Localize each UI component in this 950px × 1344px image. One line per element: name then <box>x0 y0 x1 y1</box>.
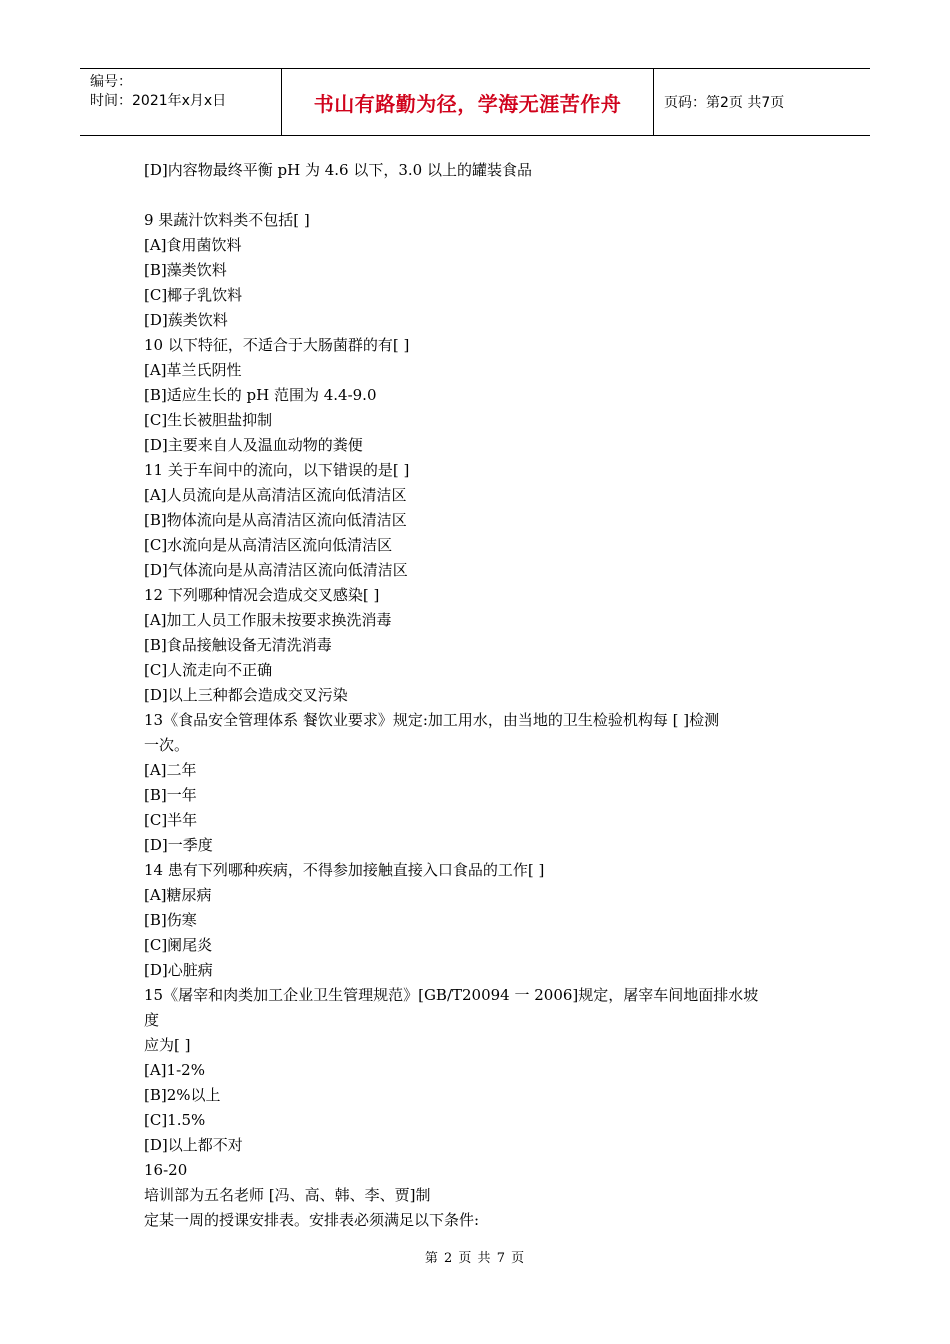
text-line: [C]椰子乳饮料 <box>144 286 243 304</box>
text-line: [A]1-2% <box>144 1061 205 1079</box>
text-line: 培训部为五名老师 [冯、高、韩、李、贾]制 <box>144 1186 431 1204</box>
text-line: 10 以下特征，不适合于大肠菌群的有[ ] <box>144 336 410 354</box>
text-line: 11 关于车间中的流向，以下错误的是[ ] <box>144 461 410 479</box>
text-line: [D]以上三种都会造成交叉污染 <box>144 686 348 704</box>
text-line: [C]阑尾炎 <box>144 936 213 954</box>
text-line: [C]1.5% <box>144 1111 206 1129</box>
text-line: 12 下列哪种情况会造成交叉感染[ ] <box>144 586 380 604</box>
text-line: 度 <box>144 1011 160 1029</box>
text-line: [B]物体流向是从高清洁区流向低清洁区 <box>144 511 407 529</box>
text-line: 一次。 <box>144 736 190 754</box>
text-line: [D]气体流向是从高清洁区流向低清洁区 <box>144 561 408 579</box>
text-line: [A]二年 <box>144 761 197 779</box>
text-line: 15《屠宰和肉类加工企业卫生管理规范》[GB/T20094 一 2006]规定，屠宰车间地面排水坡 <box>144 986 759 1004</box>
page-footer: 第 2 页 共 7 页 <box>424 1251 526 1266</box>
text-line: [A]加工人员工作服未按要求换洗消毒 <box>144 611 392 629</box>
document-body <box>144 158 814 1233</box>
text-line: [B]2%以上 <box>144 1086 221 1104</box>
text-line: [B]藻类饮料 <box>144 261 227 279</box>
page-header <box>80 68 870 136</box>
text-line: 16-20 <box>144 1161 188 1179</box>
text-line: [B]一年 <box>144 786 197 804</box>
text-line: [A]食用菌饮料 <box>144 236 242 254</box>
text-line: [C]生长被胆盐抑制 <box>144 411 273 429</box>
text-line: [A]革兰氏阴性 <box>144 361 242 379</box>
text-line: [A]糖尿病 <box>144 886 212 904</box>
text-line: [D]一季度 <box>144 836 213 854</box>
text-line: [D]心脏病 <box>144 961 213 979</box>
text-line: [B]适应生长的 pH 范围为 4.4-9.0 <box>144 386 377 404</box>
text-line: [B]伤寒 <box>144 911 197 929</box>
text-line: [A]人员流向是从高清洁区流向低清洁区 <box>144 486 407 504</box>
text-line <box>144 183 814 208</box>
header-meta <box>80 69 282 135</box>
text-line: [D]以上都不对 <box>144 1136 243 1154</box>
text-line: 定某一周的授课安排表。安排表必须满足以下条件: <box>144 1211 480 1229</box>
text-line: [C]水流向是从高清洁区流向低清洁区 <box>144 536 393 554</box>
text-line: [D]内容物最终平衡 pH 为 4.6 以下，3.0 以上的罐装食品 <box>144 161 532 179</box>
document-number-label: 编号： <box>90 74 132 90</box>
text-line: 9 果蔬汁饮料类不包括[ ] <box>144 211 310 229</box>
header-page-info: 页码：第2页 共7页 <box>664 95 785 111</box>
text-line: [D]蔟类饮料 <box>144 311 228 329</box>
document-time-label: 时间：2021年x月x日 <box>90 93 227 109</box>
text-line: [C]半年 <box>144 811 198 829</box>
text-line: [B]食品接触设备无清洗消毒 <box>144 636 332 654</box>
text-line: [C]人流走向不正确 <box>144 661 273 679</box>
text-line: [D]主要来自人及温血动物的粪便 <box>144 436 363 454</box>
text-line: 13《食品安全管理体系 餐饮业要求》规定:加工用水，由当地的卫生检验机构每 [ ]检测 <box>144 711 720 729</box>
header-motto: 书山有路勤为径，学海无涯苦作舟 <box>282 69 654 135</box>
text-line: 应为[ ] <box>144 1036 191 1054</box>
text-line: 14 患有下列哪种疾病，不得参加接触直接入口食品的工作[ ] <box>144 861 545 879</box>
